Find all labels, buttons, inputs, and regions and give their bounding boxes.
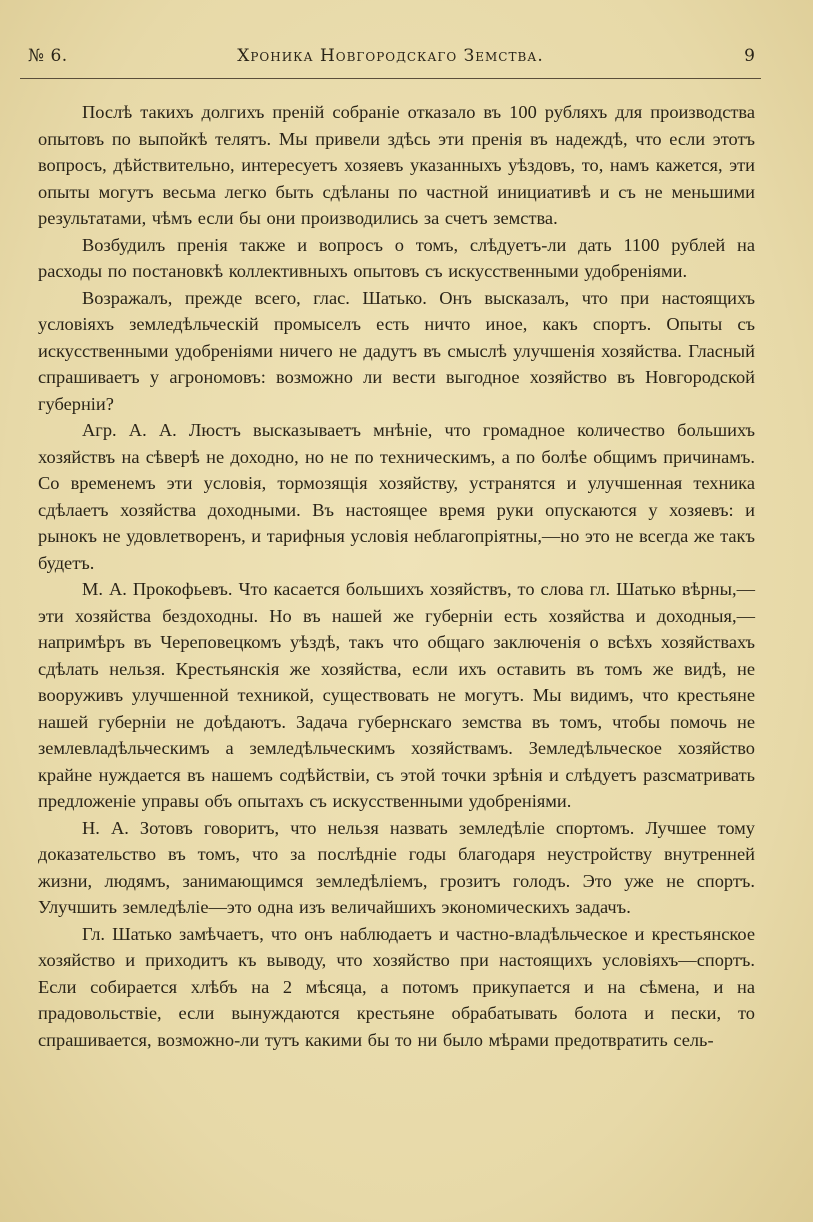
- paragraph-1: Послѣ такихъ долгихъ преній собраніе отказало въ 100 рубляхъ для производства опытовъ по выпойкѣ телятъ. Мы привели здѣсь эти пренія въ надеждѣ, что если этотъ вопросъ, дѣйствительно, интересуетъ хозяевъ указанныхъ уѣздовъ, то, намъ кажется, эти опыты могутъ весьма легко быть сдѣланы по частной инициативѣ и съ не меньшими результатами, чѣмъ если бы они производились за счетъ земства.: [38, 102, 755, 228]
- journal-title: Хроника Новгородскаго Земства.: [237, 46, 544, 66]
- running-header: [20, 44, 761, 79]
- paragraph-2: Возбудилъ пренія также и вопросъ о томъ, слѣдуетъ-ли дать 1100 рублей на расходы по постановкѣ коллективныхъ опытовъ съ искусственными удобреніями.: [38, 234, 755, 281]
- issue-number: № 6.: [28, 46, 68, 66]
- body-text: [38, 99, 755, 1053]
- paragraph-4: Агр. А. А. Люстъ высказываетъ мнѣніе, что громадное количество большихъ хозяйствъ на сѣверѣ не доходно, но не по техническимъ, а по болѣе общимъ причинамъ. Со временемъ эти условія, тормозящія хозяйству, устранятся и улучшенная техника сдѣлаетъ хозяйства доходными. Въ настоящее время руки опускаются у хозяевъ: и рынокъ не удовлетворенъ, и тарифныя условія неблагопріятны,—но это не всегда же такъ будетъ.: [38, 420, 755, 573]
- paragraph-6: Н. А. Зотовъ говоритъ, что нельзя назвать земледѣліе спортомъ. Лучшее тому доказательство въ томъ, что за послѣдніе годы благодаря неустройству внутренней жизни, людямъ, занимающимся земледѣліемъ, грозитъ голодъ. Это уже не спортъ. Улучшить земледѣліе—это одна изъ величайшихъ экономическихъ задачъ.: [38, 817, 755, 917]
- page-number: 9: [744, 46, 755, 66]
- paragraph-3: Возражалъ, прежде всего, глас. Шатько. Онъ высказалъ, что при настоящихъ условіяхъ земледѣльческій промыселъ есть ничто иное, какъ спортъ. Опыты съ искусственными удобреніями ничего не дадутъ въ смыслѣ улучшенія хозяйства. Гласный спрашиваетъ у агрономовъ: возможно ли вести выгодное хозяйство въ Новгородской губерніи?: [38, 287, 755, 414]
- paragraph-7: Гл. Шатько замѣчаетъ, что онъ наблюдаетъ и частно-владѣльческое и крестьянское хозяйство и приходитъ къ выводу, что хозяйство при настоящихъ условіяхъ—спортъ. Если собирается хлѣбъ на 2 мѣсяца, а потомъ прикупается и на сѣмена, и на прадовольствіе, если вынуждаются крестьяне обрабатывать болота и пески, то спрашивается, возможно-ли тутъ какими бы то ни было мѣрами предотвратить сель-: [38, 923, 755, 1050]
- paragraph-5: М. А. Прокофьевъ. Что касается большихъ хозяйствъ, то слова гл. Шатько вѣрны,—эти хозяйства бездоходны. Но въ нашей же губерніи есть хозяйства и доходныя,—напримѣръ въ Череповецкомъ уѣздѣ, такъ что общаго заключенія о всѣхъ хозяйствахъ сдѣлать нельзя. Крестьянскія же хозяйства, если ихъ оставить въ томъ же видѣ, не вооруживъ улучшенной техникой, существовать не могутъ. Мы видимъ, что крестьяне нашей губерніи не доѣдаютъ. Задача губернскаго земства въ томъ, чтобы помочь не землевладѣльческимъ а земледѣльческимъ хозяйствамъ. Земледѣльческое хозяйство крайне нуждается въ нашемъ содѣйствіи, съ этой точки зрѣнія и слѣдуетъ разсматривать предложеніе управы объ опытахъ съ искусственными удобреніями.: [38, 579, 755, 811]
